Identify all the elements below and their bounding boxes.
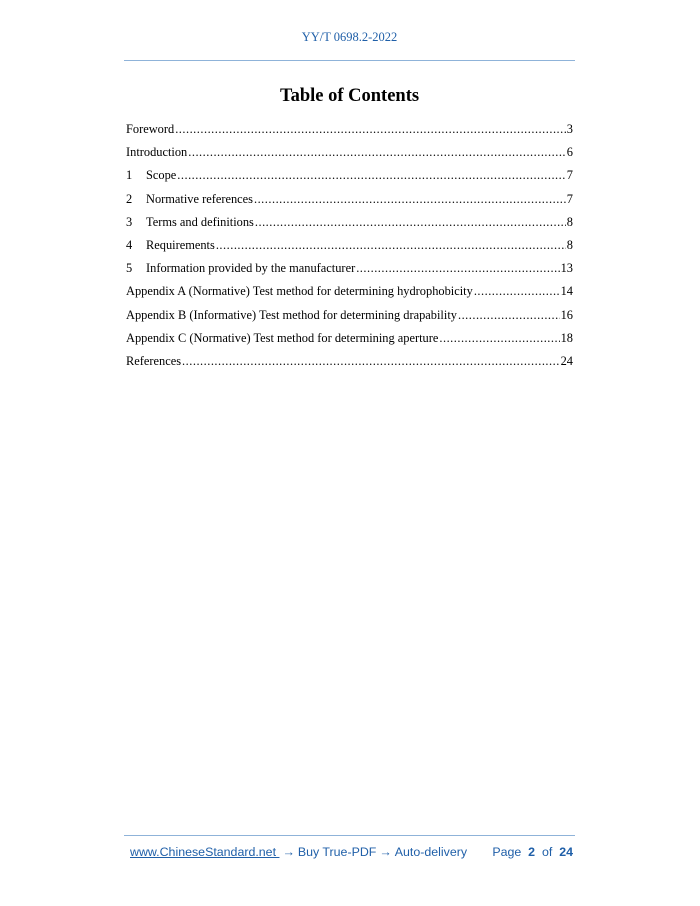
toc-entry[interactable]: [126, 235, 573, 258]
toc-entry-label: Normative references: [146, 191, 253, 206]
toc-entry-number: 4: [126, 237, 133, 252]
toc-entry-page: 16: [560, 307, 573, 322]
toc-entry-page: 6: [566, 145, 573, 160]
toc-entry[interactable]: [126, 328, 573, 351]
toc-entry[interactable]: [126, 142, 573, 165]
toc-dot-leader: [177, 165, 566, 185]
toc-entry-page: 8: [566, 214, 573, 229]
site-link[interactable]: www.ChineseStandard.net: [130, 845, 280, 859]
toc-list: [126, 119, 573, 374]
toc-entry-label: Foreword: [126, 122, 175, 136]
toc-entry-label: Introduction: [126, 145, 188, 160]
toc-entry[interactable]: [126, 189, 573, 212]
toc-entry[interactable]: [126, 119, 573, 142]
header-rule: [124, 60, 575, 61]
toc-entry[interactable]: [126, 258, 573, 281]
page-title: Table of Contents: [279, 86, 420, 106]
toc-entry-page: 7: [566, 191, 573, 206]
of-word: of: [541, 845, 553, 859]
toc-entry-label: References: [126, 353, 182, 368]
toc-entry-page: 13: [560, 261, 573, 276]
toc-dot-leader: [182, 351, 560, 371]
toc-entry-number: 1: [126, 168, 133, 183]
toc-entry-number: 3: [126, 214, 133, 229]
toc-dot-leader: [356, 258, 559, 278]
arrow-right-icon: →: [379, 845, 392, 859]
page-current: 2: [528, 845, 536, 859]
toc-entry-label: Requirements: [146, 237, 215, 252]
page-indicator: [492, 845, 573, 859]
toc-dot-leader: [175, 119, 566, 139]
toc-entry-page: 14: [560, 284, 573, 299]
toc-entry-number: 5: [126, 261, 133, 276]
toc-entry-page: 7: [566, 168, 573, 183]
toc-entry-number: 2: [126, 191, 133, 206]
toc-entry-page: 18: [560, 330, 573, 345]
toc-entry-label: Information provided by the manufacturer: [146, 261, 356, 276]
toc-entry-label: Scope: [146, 168, 177, 183]
toc-entry[interactable]: [126, 351, 573, 374]
toc-entry-page: 3: [566, 122, 573, 136]
page-total: 24: [559, 845, 573, 859]
toc-dot-leader: [254, 189, 566, 209]
toc-dot-leader: [474, 281, 560, 301]
toc-entry-label: Appendix C (Normative) Test method for determining aperture: [126, 330, 439, 345]
toc-entry-page: 24: [560, 353, 573, 368]
toc-entry[interactable]: [126, 281, 573, 304]
toc-entry-label: Appendix A (Normative) Test method for determining hydrophobicity: [126, 284, 473, 299]
toc-dot-leader: [216, 235, 566, 255]
page-footer: [130, 845, 573, 859]
toc-dot-leader: [439, 328, 559, 348]
toc-dot-leader: [188, 142, 566, 162]
toc-dot-leader: [458, 305, 560, 325]
page-word: Page: [492, 845, 522, 859]
arrow-right-icon: →: [282, 845, 295, 859]
toc-entry-page: 8: [566, 237, 573, 252]
toc-dot-leader: [255, 212, 566, 232]
toc-entry[interactable]: [126, 305, 573, 328]
buy-pdf-link[interactable]: Buy True-PDF: [297, 845, 377, 859]
toc-entry[interactable]: [126, 165, 573, 188]
page-header: YY/T 0698.2-2022: [301, 30, 398, 44]
toc-entry[interactable]: [126, 212, 573, 235]
toc-entry-label: Appendix B (Informative) Test method for determining drapability: [126, 307, 457, 322]
auto-delivery-text: Auto-delivery: [394, 845, 468, 859]
toc-entry-label: Terms and definitions: [146, 214, 254, 229]
footer-rule: [124, 835, 575, 836]
footer-links: [130, 845, 467, 859]
